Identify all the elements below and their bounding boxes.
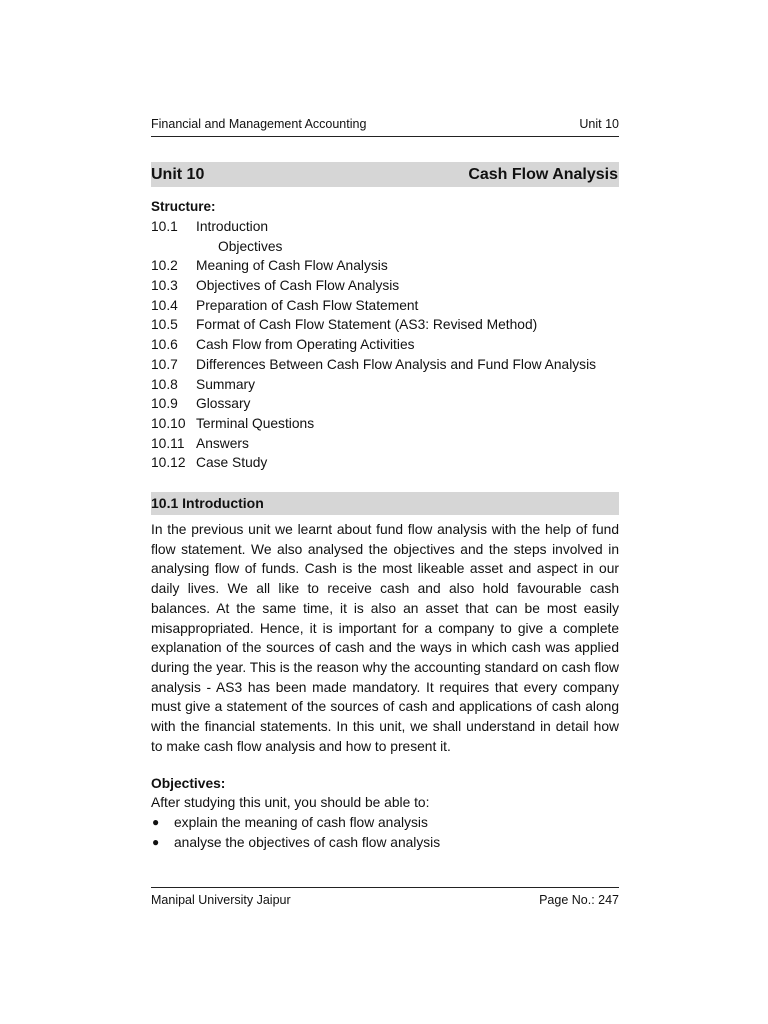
structure-item-number: 10.11	[151, 435, 185, 451]
objective-item	[151, 813, 619, 833]
structure-item-number: 10.3	[151, 278, 178, 294]
structure-item-number: 10.12	[151, 455, 186, 471]
book-title: Financial and Management Accounting	[151, 117, 367, 131]
structure-item-text: Summary	[196, 376, 256, 392]
structure-item-text: Answers	[196, 435, 249, 451]
structure-item	[151, 434, 619, 454]
bullet-icon: ●	[152, 815, 160, 829]
structure-item-number: 10.9	[151, 396, 178, 412]
bullet-icon: ●	[152, 834, 160, 849]
structure-item	[151, 237, 619, 257]
structure-item-number	[151, 237, 196, 257]
objectives-intro: After studying this unit, you should be able to:	[151, 795, 430, 810]
structure-item-text: Introduction	[196, 219, 269, 234]
objectives-list	[151, 813, 619, 852]
structure-item	[151, 315, 619, 335]
structure-item-text: Format of Cash Flow Statement (AS3: Revised Method)	[196, 317, 538, 333]
running-footer	[151, 892, 619, 908]
running-header	[151, 116, 619, 132]
objectives-heading: Objectives:	[151, 776, 226, 791]
structure-item	[151, 453, 619, 473]
objective-text: analyse the objectives of cash flow analysis	[174, 834, 441, 850]
structure-item-text: Preparation of Cash Flow Statement	[196, 297, 419, 313]
objective-text: explain the meaning of cash flow analysis	[174, 815, 428, 830]
structure-item-text: Terminal Questions	[196, 415, 315, 431]
footer-page-number: Page No.: 247	[539, 893, 619, 907]
objective-item	[151, 833, 619, 853]
structure-list	[151, 217, 619, 473]
structure-item-number: 10.10	[151, 415, 186, 431]
structure-item-number: 10.8	[151, 376, 178, 392]
structure-item-number: 10.1	[151, 219, 178, 234]
introduction-heading: 10.1 Introduction	[151, 492, 619, 515]
structure-item-text: Meaning of Cash Flow Analysis	[196, 258, 388, 274]
structure-item-text: Cash Flow from Operating Activities	[196, 337, 415, 353]
footer-university: Manipal University Jaipur	[151, 893, 291, 907]
footer-divider	[151, 887, 619, 888]
structure-item	[151, 276, 619, 296]
structure-item	[151, 355, 619, 375]
structure-heading: Structure:	[151, 199, 216, 214]
structure-item	[151, 414, 619, 434]
structure-item-text: Glossary	[196, 396, 251, 412]
header-divider	[151, 136, 619, 137]
structure-item-number: 10.6	[151, 337, 178, 353]
introduction-paragraph: In the previous unit we learnt about fund flow analysis with the help of fund flow statement. We also analysed the objectives and the steps involved in analysing flow of funds. Cash is the most likeable asset and aspect in our daily lives. We all like to receive cash and also hold favourable cash balances. At the same time, it is also an asset that can be most easily misappropriated. Hence, it is important for a company to give a complete explanation of the sources of cash and the ways in which cash was applied during the year. This is the reason why the accounting standard on cash flow analysis - AS3 has been made mandatory. It requires that every company must give a statement of the sources of cash and applications of cash along with the financial statements. In this unit, we shall understand in detail how to make cash flow analysis and how to present it.	[151, 522, 619, 754]
structure-item	[151, 394, 619, 414]
structure-item-number: 10.2	[151, 258, 178, 274]
structure-item-text: Objectives	[218, 238, 283, 254]
structure-item	[151, 296, 619, 316]
unit-banner	[151, 162, 619, 187]
document-page	[151, 0, 619, 1024]
header-unit-label: Unit 10	[579, 117, 619, 131]
structure-item-number: 10.7	[151, 356, 178, 372]
structure-item	[151, 256, 619, 276]
structure-item	[151, 375, 619, 395]
banner-title: Cash Flow Analysis	[468, 165, 618, 183]
structure-item	[151, 335, 619, 355]
structure-item-number: 10.4	[151, 297, 178, 313]
structure-item-number: 10.5	[151, 317, 178, 333]
structure-item	[151, 217, 619, 237]
banner-unit: Unit 10	[151, 165, 205, 183]
structure-item-text: Differences Between Cash Flow Analysis and Fund Flow Analysis	[196, 356, 597, 372]
structure-item-text: Objectives of Cash Flow Analysis	[196, 278, 400, 294]
structure-item-text: Case Study	[196, 455, 268, 471]
